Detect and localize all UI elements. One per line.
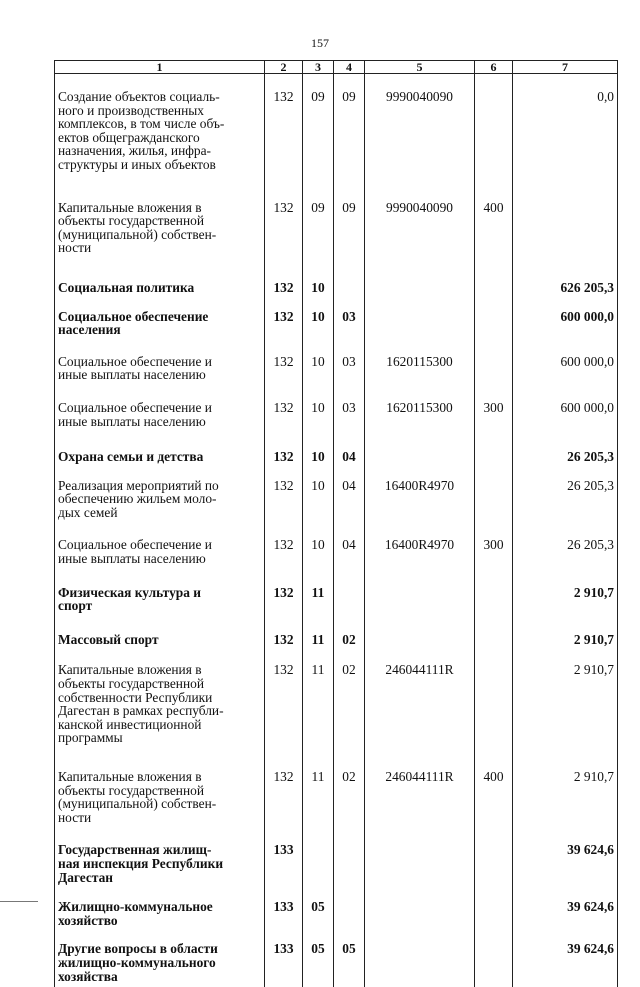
table-row — [55, 472, 618, 533]
table-row — [55, 579, 618, 626]
row-cell-col3: 11 — [303, 657, 334, 762]
row-name-cell — [55, 194, 265, 273]
row-name-line: объекты государственной — [58, 677, 262, 691]
row-cell-col3: 10 — [303, 472, 334, 533]
row-cell-col5 — [365, 837, 475, 892]
row-cell-col3: 09 — [303, 74, 334, 194]
row-cell-col6 — [475, 273, 513, 302]
row-name-cell — [55, 273, 265, 302]
row-name-line: Капитальные вложения в — [58, 770, 262, 784]
row-cell-col4: 05 — [334, 934, 365, 987]
row-name-line: объекты государственной — [58, 784, 262, 798]
row-cell-col6 — [475, 472, 513, 533]
row-cell-col3: 10 — [303, 395, 334, 443]
row-name-line: канской инвестиционной — [58, 718, 262, 732]
row-name-line: программы — [58, 731, 262, 745]
row-cell-col6 — [475, 74, 513, 194]
row-cell-col5 — [365, 579, 475, 626]
row-cell-col5: 246044111R — [365, 657, 475, 762]
row-name-line: объекты государственной — [58, 214, 262, 228]
row-name-line: спорт — [58, 599, 262, 613]
table-row — [55, 395, 618, 443]
row-cell-col4: 02 — [334, 762, 365, 837]
row-name-cell — [55, 74, 265, 194]
row-name-line: жилищно-коммунального — [58, 956, 262, 970]
row-cell-col5 — [365, 626, 475, 658]
table-row — [55, 532, 618, 578]
row-name-line: хозяйство — [58, 914, 262, 928]
row-cell-col2: 132 — [265, 472, 303, 533]
row-name-line: населения — [58, 323, 262, 337]
row-cell-col4: 03 — [334, 348, 365, 395]
row-name-cell — [55, 348, 265, 395]
row-cell-col3: 11 — [303, 579, 334, 626]
column-header-1: 1 — [55, 61, 265, 74]
row-name-line: Социальное обеспечение и — [58, 355, 262, 369]
row-name-line: Другие вопросы в области — [58, 942, 262, 956]
row-name-cell — [55, 302, 265, 348]
row-cell-col4: 03 — [334, 302, 365, 348]
row-cell-col4: 04 — [334, 532, 365, 578]
row-cell-col5: 246044111R — [365, 762, 475, 837]
row-name-cell — [55, 934, 265, 987]
row-cell-col3: 10 — [303, 348, 334, 395]
row-cell-col2: 132 — [265, 395, 303, 443]
row-cell-col2: 133 — [265, 892, 303, 934]
row-name-line: Капитальные вложения в — [58, 663, 262, 677]
column-header-6: 6 — [475, 61, 513, 74]
row-name-cell — [55, 395, 265, 443]
row-name-cell — [55, 532, 265, 578]
row-name-line: дых семей — [58, 506, 262, 520]
row-cell-col6 — [475, 837, 513, 892]
table-row — [55, 892, 618, 934]
row-cell-col5: 1620115300 — [365, 395, 475, 443]
table-row — [55, 657, 618, 762]
row-name-line: иные выплаты населению — [58, 552, 262, 566]
row-name-line: хозяйства — [58, 970, 262, 984]
row-name-line: Социальное обеспечение и — [58, 538, 262, 552]
row-name-line: иные выплаты населению — [58, 368, 262, 382]
row-cell-col2: 133 — [265, 837, 303, 892]
row-name-line: комплексов, в том числе объ- — [58, 117, 262, 131]
row-cell-col3: 05 — [303, 892, 334, 934]
row-name-cell — [55, 472, 265, 533]
row-name-line: ного и производственных — [58, 104, 262, 118]
row-cell-col6: 300 — [475, 395, 513, 443]
row-name-cell — [55, 837, 265, 892]
row-cell-col4: 09 — [334, 74, 365, 194]
row-cell-col6: 400 — [475, 762, 513, 837]
row-cell-col2: 132 — [265, 348, 303, 395]
row-cell-col3: 05 — [303, 934, 334, 987]
column-header-5: 5 — [365, 61, 475, 74]
row-name-line: ности — [58, 811, 262, 825]
table-row — [55, 762, 618, 837]
table-row — [55, 273, 618, 302]
row-cell-col3: 09 — [303, 194, 334, 273]
row-cell-col3: 10 — [303, 532, 334, 578]
column-header-2: 2 — [265, 61, 303, 74]
row-cell-col7: 600 000,0 — [513, 395, 618, 443]
table-row — [55, 934, 618, 987]
row-cell-col2: 132 — [265, 579, 303, 626]
row-cell-col4: 04 — [334, 443, 365, 472]
row-name-line: Дагестан в рамках республи- — [58, 704, 262, 718]
row-cell-col3: 10 — [303, 302, 334, 348]
row-name-line: (муниципальной) собствен- — [58, 228, 262, 242]
row-cell-col6 — [475, 626, 513, 658]
row-name-cell — [55, 626, 265, 658]
budget-table — [54, 60, 618, 987]
row-cell-col4 — [334, 579, 365, 626]
row-name-line: Социальное обеспечение и — [58, 401, 262, 415]
row-cell-col2: 132 — [265, 762, 303, 837]
row-name-line: Государственная жилищ- — [58, 843, 262, 857]
row-cell-col2: 133 — [265, 934, 303, 987]
row-name-line: Физическая культура и — [58, 586, 262, 600]
row-cell-col5 — [365, 302, 475, 348]
row-cell-col3: 10 — [303, 273, 334, 302]
footer-rule — [0, 901, 38, 902]
row-cell-col5: 9990040090 — [365, 74, 475, 194]
row-cell-col7: 600 000,0 — [513, 302, 618, 348]
row-name-line: ности — [58, 241, 262, 255]
row-cell-col7: 26 205,3 — [513, 443, 618, 472]
row-cell-col7: 0,0 — [513, 74, 618, 194]
row-name-line: Капитальные вложения в — [58, 201, 262, 215]
row-cell-col6 — [475, 892, 513, 934]
row-cell-col6: 400 — [475, 194, 513, 273]
row-name-line: собственности Республики — [58, 691, 262, 705]
row-name-line: Реализация мероприятий по — [58, 479, 262, 493]
row-cell-col5 — [365, 892, 475, 934]
row-name-cell — [55, 762, 265, 837]
row-name-cell — [55, 579, 265, 626]
row-cell-col4 — [334, 273, 365, 302]
table-row — [55, 626, 618, 658]
row-cell-col4 — [334, 892, 365, 934]
row-cell-col2: 132 — [265, 273, 303, 302]
row-cell-col4: 09 — [334, 194, 365, 273]
row-cell-col2: 132 — [265, 532, 303, 578]
row-cell-col7: 2 910,7 — [513, 579, 618, 626]
row-cell-col5: 1620115300 — [365, 348, 475, 395]
row-cell-col2: 132 — [265, 194, 303, 273]
row-cell-col6 — [475, 348, 513, 395]
row-cell-col2: 132 — [265, 74, 303, 194]
row-cell-col4: 03 — [334, 395, 365, 443]
row-name-line: структуры и иных объектов — [58, 158, 262, 172]
row-cell-col2: 132 — [265, 626, 303, 658]
table-row — [55, 443, 618, 472]
row-name-line: назначения, жилья, инфра- — [58, 144, 262, 158]
row-name-line: Массовый спорт — [58, 633, 262, 647]
row-cell-col7: 26 205,3 — [513, 532, 618, 578]
table-body — [55, 74, 618, 987]
row-name-cell — [55, 892, 265, 934]
row-cell-col7: 2 910,7 — [513, 762, 618, 837]
row-cell-col6 — [475, 934, 513, 987]
row-cell-col5: 16400R4970 — [365, 472, 475, 533]
column-header-3: 3 — [303, 61, 334, 74]
row-name-line: Социальная политика — [58, 281, 262, 295]
row-cell-col5 — [365, 934, 475, 987]
row-cell-col3: 11 — [303, 626, 334, 658]
row-cell-col4: 02 — [334, 626, 365, 658]
row-name-line: ектов общегражданского — [58, 131, 262, 145]
row-name-line: обеспечению жильем моло- — [58, 492, 262, 506]
column-header-7: 7 — [513, 61, 618, 74]
row-name-line: Дагестан — [58, 871, 262, 885]
table-row — [55, 302, 618, 348]
row-name-line: иные выплаты населению — [58, 415, 262, 429]
row-cell-col2: 132 — [265, 302, 303, 348]
row-cell-col2: 132 — [265, 657, 303, 762]
row-cell-col6: 300 — [475, 532, 513, 578]
row-cell-col4 — [334, 837, 365, 892]
row-cell-col5: 16400R4970 — [365, 532, 475, 578]
row-cell-col7 — [513, 194, 618, 273]
row-cell-col7: 626 205,3 — [513, 273, 618, 302]
row-cell-col7: 2 910,7 — [513, 626, 618, 658]
row-name-line: Социальное обеспечение — [58, 310, 262, 324]
row-name-line: (муниципальной) собствен- — [58, 797, 262, 811]
row-cell-col5: 9990040090 — [365, 194, 475, 273]
table-row — [55, 837, 618, 892]
row-cell-col7: 2 910,7 — [513, 657, 618, 762]
header-row — [55, 61, 618, 74]
row-cell-col3: 10 — [303, 443, 334, 472]
row-cell-col3: 11 — [303, 762, 334, 837]
row-name-line: Создание объектов социаль- — [58, 90, 262, 104]
row-name-line: Охрана семьи и детства — [58, 450, 262, 464]
row-cell-col7: 39 624,6 — [513, 892, 618, 934]
row-name-line: Жилищно-коммунальное — [58, 900, 262, 914]
row-cell-col7: 600 000,0 — [513, 348, 618, 395]
row-cell-col6 — [475, 579, 513, 626]
row-cell-col6 — [475, 443, 513, 472]
row-cell-col7: 26 205,3 — [513, 472, 618, 533]
table-row — [55, 74, 618, 194]
row-cell-col7: 39 624,6 — [513, 934, 618, 987]
row-cell-col6 — [475, 657, 513, 762]
row-name-line: ная инспекция Республики — [58, 857, 262, 871]
row-cell-col3 — [303, 837, 334, 892]
row-cell-col2: 132 — [265, 443, 303, 472]
page-number: 157 — [0, 36, 640, 51]
row-name-cell — [55, 443, 265, 472]
table-row — [55, 194, 618, 273]
row-cell-col4: 02 — [334, 657, 365, 762]
row-cell-col4: 04 — [334, 472, 365, 533]
row-name-cell — [55, 657, 265, 762]
row-cell-col6 — [475, 302, 513, 348]
row-cell-col7: 39 624,6 — [513, 837, 618, 892]
row-cell-col5 — [365, 443, 475, 472]
row-cell-col5 — [365, 273, 475, 302]
table-row — [55, 348, 618, 395]
column-header-4: 4 — [334, 61, 365, 74]
